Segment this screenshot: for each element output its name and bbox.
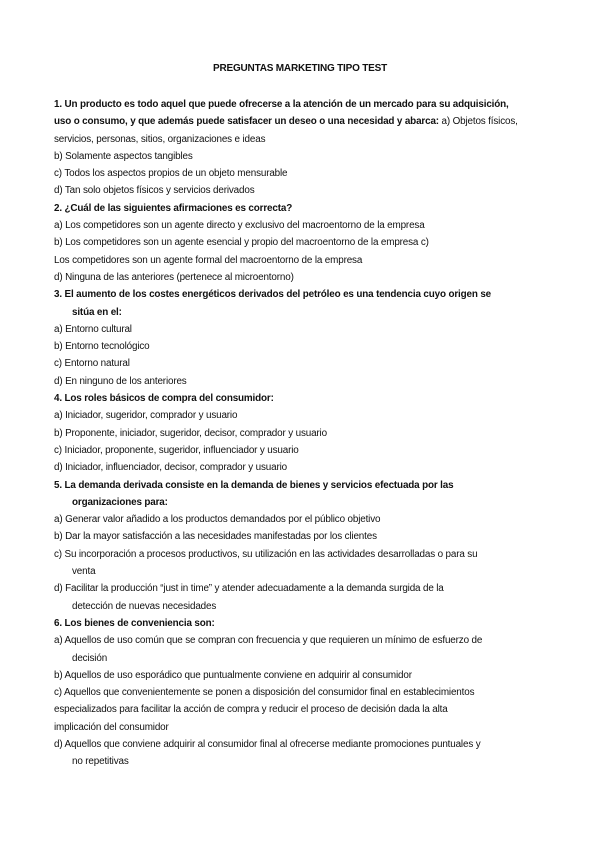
text-line — [54, 425, 574, 442]
answer-text: d) En ninguno de los anteriores — [54, 375, 187, 387]
question-text: 5. La demanda derivada consiste en la demanda de bienes y servicios efectuada por las — [54, 479, 454, 491]
text-line — [54, 736, 574, 753]
text-line — [54, 304, 574, 321]
answer-text: decisión — [72, 652, 108, 664]
text-line — [54, 528, 574, 545]
text-line — [54, 234, 574, 251]
text-line — [54, 615, 574, 632]
answer-text: a) Aquellos de uso común que se compran con frecuencia y que requieren un mínimo de esfuerzo de — [54, 635, 483, 647]
text-line — [54, 546, 574, 563]
text-line — [54, 701, 574, 718]
answer-text: no repetitivas — [72, 756, 129, 768]
answer-text: c) Todos los aspectos propios de un objeto mensurable — [54, 168, 288, 180]
question-text: 4. Los roles básicos de compra del consumidor: — [54, 393, 274, 405]
text-line — [54, 667, 574, 684]
text-line — [54, 753, 574, 770]
text-line — [54, 286, 574, 303]
answer-text: c) Entorno natural — [54, 358, 130, 370]
question-text: sitúa en el: — [72, 306, 122, 318]
text-line — [54, 650, 574, 667]
text-line — [54, 113, 574, 130]
answer-text: especializados para facilitar la acción de compra y reducir el proceso de decisión dada la alta — [54, 704, 448, 716]
text-line — [54, 252, 574, 269]
text-line — [54, 632, 574, 649]
question-list — [54, 96, 574, 771]
text-line — [54, 217, 574, 234]
text-line — [54, 598, 574, 615]
text-line — [54, 563, 574, 580]
text-line — [54, 684, 574, 701]
text-line — [54, 182, 574, 199]
text-line — [54, 96, 574, 113]
text-line — [54, 390, 574, 407]
answer-text: a) Los competidores son un agente directo y exclusivo del macroentorno de la empresa — [54, 220, 425, 232]
text-line — [54, 719, 574, 736]
answer-text: c) Su incorporación a procesos productivos, su utilización en las actividades desarrolladas o para su — [54, 548, 478, 560]
answer-text: d) Facilitar la producción “just in time” y atender adecuadamente a la demanda surgida de la — [54, 583, 444, 595]
text-line — [54, 338, 574, 355]
answer-text: b) Los competidores son un agente esencial y propio del macroentorno de la empresa c) — [54, 237, 429, 249]
question-text: 1. Un producto es todo aquel que puede ofrecerse a la atención de un mercado para su adquisición, — [54, 99, 509, 110]
question-text: 6. Los bienes de conveniencia son: — [54, 617, 215, 629]
answer-text: b) Entorno tecnológico — [54, 341, 150, 353]
text-line — [54, 321, 574, 338]
document-title: PREGUNTAS MARKETING TIPO TEST — [212, 63, 388, 74]
answer-text: a) Generar valor añadido a los productos demandados por el público objetivo — [54, 514, 381, 526]
answer-text: servicios, personas, sitios, organizaciones e ideas — [54, 133, 266, 145]
answer-text: venta — [72, 566, 96, 578]
answer-text: b) Proponente, iniciador, sugeridor, decisor, comprador y usuario — [54, 427, 327, 439]
answer-text: c) Iniciador, proponente, sugeridor, influenciador y usuario — [54, 444, 299, 456]
text-line — [54, 131, 574, 148]
text-line — [54, 459, 574, 476]
text-line — [54, 165, 574, 182]
answer-text: a) Objetos físicos, — [438, 116, 518, 128]
question-text: 3. El aumento de los costes energéticos derivados del petróleo es una tendencia cuyo origen se — [54, 289, 491, 301]
text-line — [54, 200, 574, 217]
question-text: uso o consumo, y que además puede satisfacer un deseo o una necesidad y abarca: — [54, 116, 439, 128]
answer-text: d) Ninguna de las anteriores (pertenece al microentorno) — [54, 271, 294, 283]
answer-text: b) Dar la mayor satisfacción a las necesidades manifestadas por los clientes — [54, 531, 377, 543]
answer-text: implicación del consumidor — [54, 721, 169, 733]
answer-text: a) Entorno cultural — [54, 323, 132, 335]
text-line — [54, 477, 574, 494]
text-line — [54, 511, 574, 528]
text-line — [54, 373, 574, 390]
text-line — [54, 355, 574, 372]
text-line — [54, 148, 574, 165]
text-line — [54, 580, 574, 597]
text-line — [54, 269, 574, 286]
text-line — [54, 442, 574, 459]
answer-text: c) Aquellos que convenientemente se ponen a disposición del consumidor final en establecimientos — [54, 687, 475, 699]
answer-text: d) Iniciador, influenciador, decisor, comprador y usuario — [54, 462, 287, 474]
answer-text: b) Aquellos de uso esporádico que puntualmente conviene en adquirir al consumidor — [54, 669, 412, 681]
text-line — [54, 494, 574, 511]
text-line — [54, 407, 574, 424]
answer-text: d) Tan solo objetos físicos y servicios derivados — [54, 185, 255, 197]
answer-text: b) Solamente aspectos tangibles — [54, 150, 193, 162]
answer-text: a) Iniciador, sugeridor, comprador y usuario — [54, 410, 238, 422]
answer-text: d) Aquellos que conviene adquirir al consumidor final al ofrecerse mediante promociones puntuales y — [54, 738, 481, 750]
answer-text: detección de nuevas necesidades — [72, 600, 217, 612]
answer-text: Los competidores son un agente formal del macroentorno de la empresa — [54, 254, 363, 266]
question-text: organizaciones para: — [72, 496, 168, 508]
question-text: 2. ¿Cuál de las siguientes afirmaciones es correcta? — [54, 202, 293, 214]
